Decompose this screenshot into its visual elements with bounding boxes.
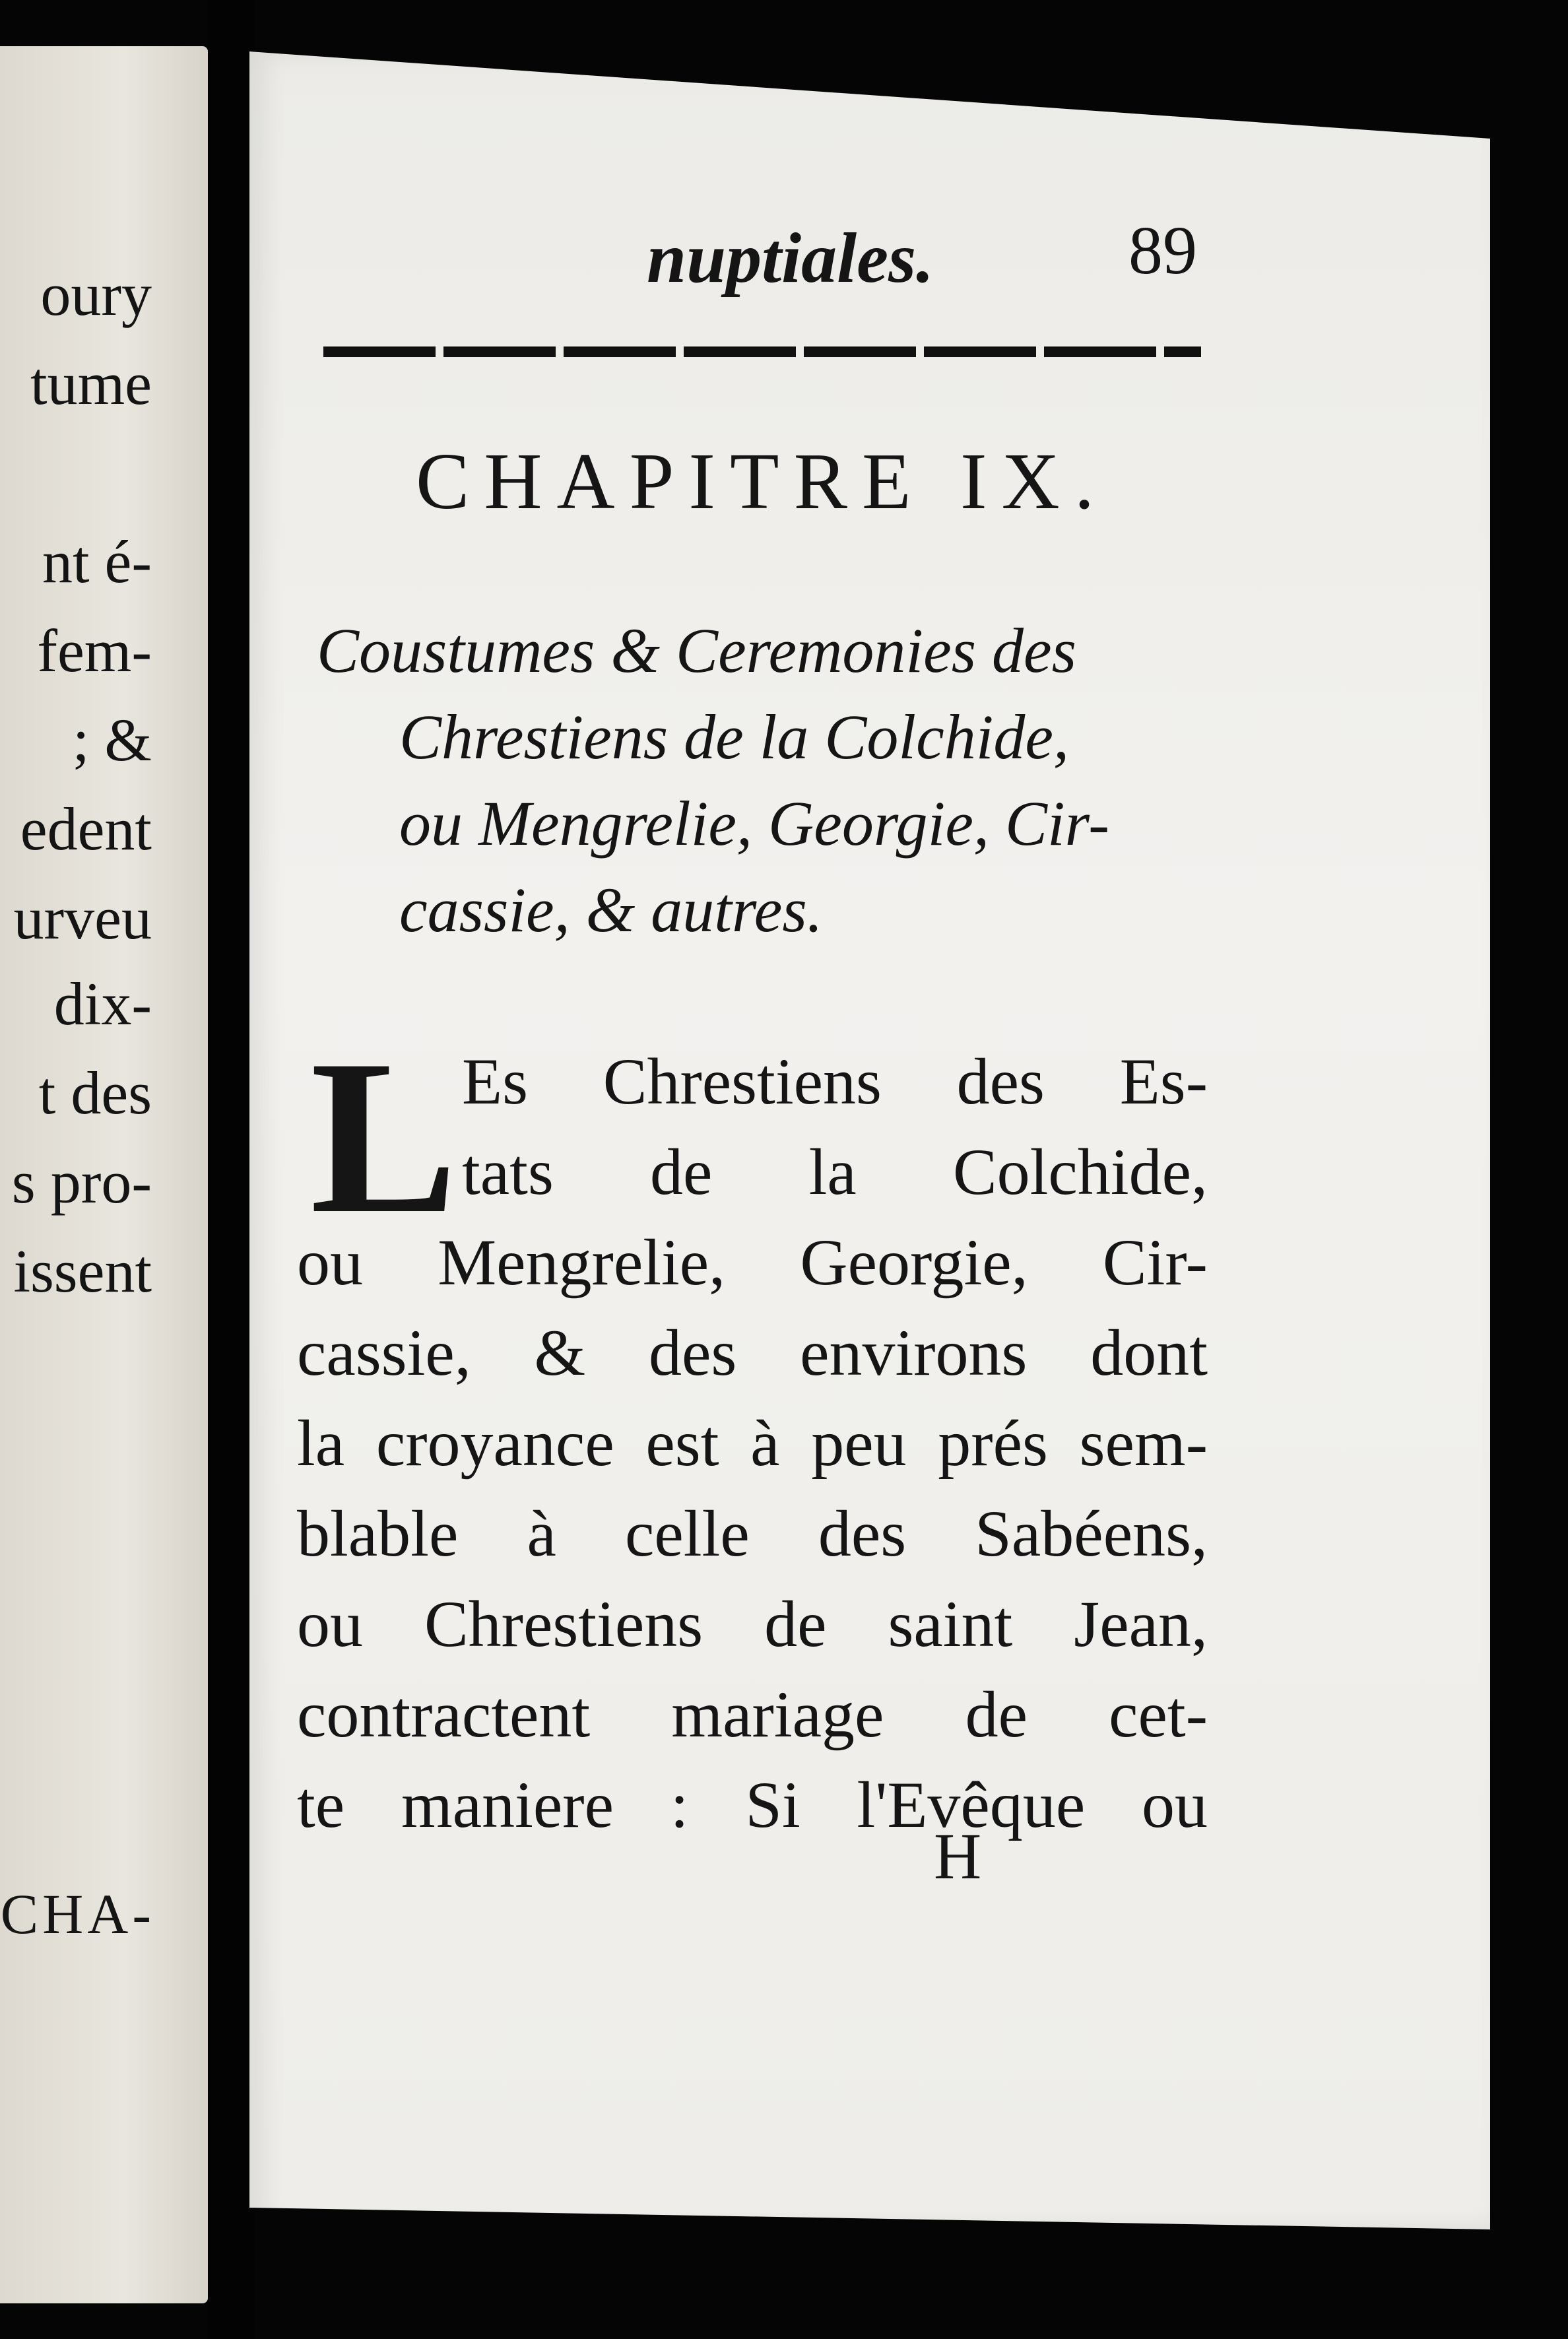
facing-page-fragment: [0, 46, 208, 2303]
facing-page-line: s pro-: [11, 1148, 152, 1216]
body-paragraph: [297, 1036, 1208, 1850]
facing-page-catchword: CHA-: [0, 1882, 155, 1946]
body-line: tats de la Colchide,: [462, 1135, 1208, 1208]
summary-line: Chrestiens de la Colchide,: [399, 702, 1069, 772]
catchword: H: [934, 1820, 982, 1893]
summary-line: cassie, & autres.: [399, 874, 823, 945]
body-line: la croyance est à peu prés sem-: [297, 1406, 1208, 1480]
body-line: Es Chrestiens des Es-: [462, 1045, 1208, 1118]
facing-page-line: dix-: [53, 970, 152, 1038]
body-line: te maniere : Si l'Evêque ou: [297, 1768, 1208, 1841]
facing-page-line: issent: [13, 1237, 152, 1305]
chapter-title: CHAPITRE IX.: [416, 437, 1109, 526]
summary-line: ou Mengrelie, Georgie, Cir-: [399, 788, 1110, 859]
body-line: blable à celle des Sabéens,: [297, 1497, 1208, 1570]
facing-page-line: oury: [40, 261, 152, 328]
running-head: nuptiales.: [647, 219, 934, 298]
facing-page-line: edent: [20, 795, 152, 863]
book-gutter: [208, 0, 254, 2339]
body-line: ou Chrestiens de saint Jean,: [297, 1587, 1208, 1661]
body-line: ou Mengrelie, Georgie, Cir-: [297, 1226, 1208, 1299]
page-number: 89: [1128, 213, 1197, 288]
facing-page-line: nt é-: [42, 528, 152, 595]
facing-page-line: urveu: [13, 884, 152, 952]
facing-page-line: t des: [38, 1059, 152, 1127]
facing-page-line: fem-: [37, 617, 152, 684]
facing-page-line: ; &: [72, 706, 152, 774]
body-line: contractent mariage de cet-: [297, 1678, 1208, 1751]
drop-cap: L: [310, 1014, 458, 1259]
chapter-summary: [317, 607, 1221, 953]
facing-page-line: tume: [30, 350, 152, 417]
body-line: cassie, & des environs dont: [297, 1316, 1208, 1389]
summary-line: Coustumes & Ceremonies des: [317, 615, 1077, 686]
header-rule: [323, 346, 1201, 357]
